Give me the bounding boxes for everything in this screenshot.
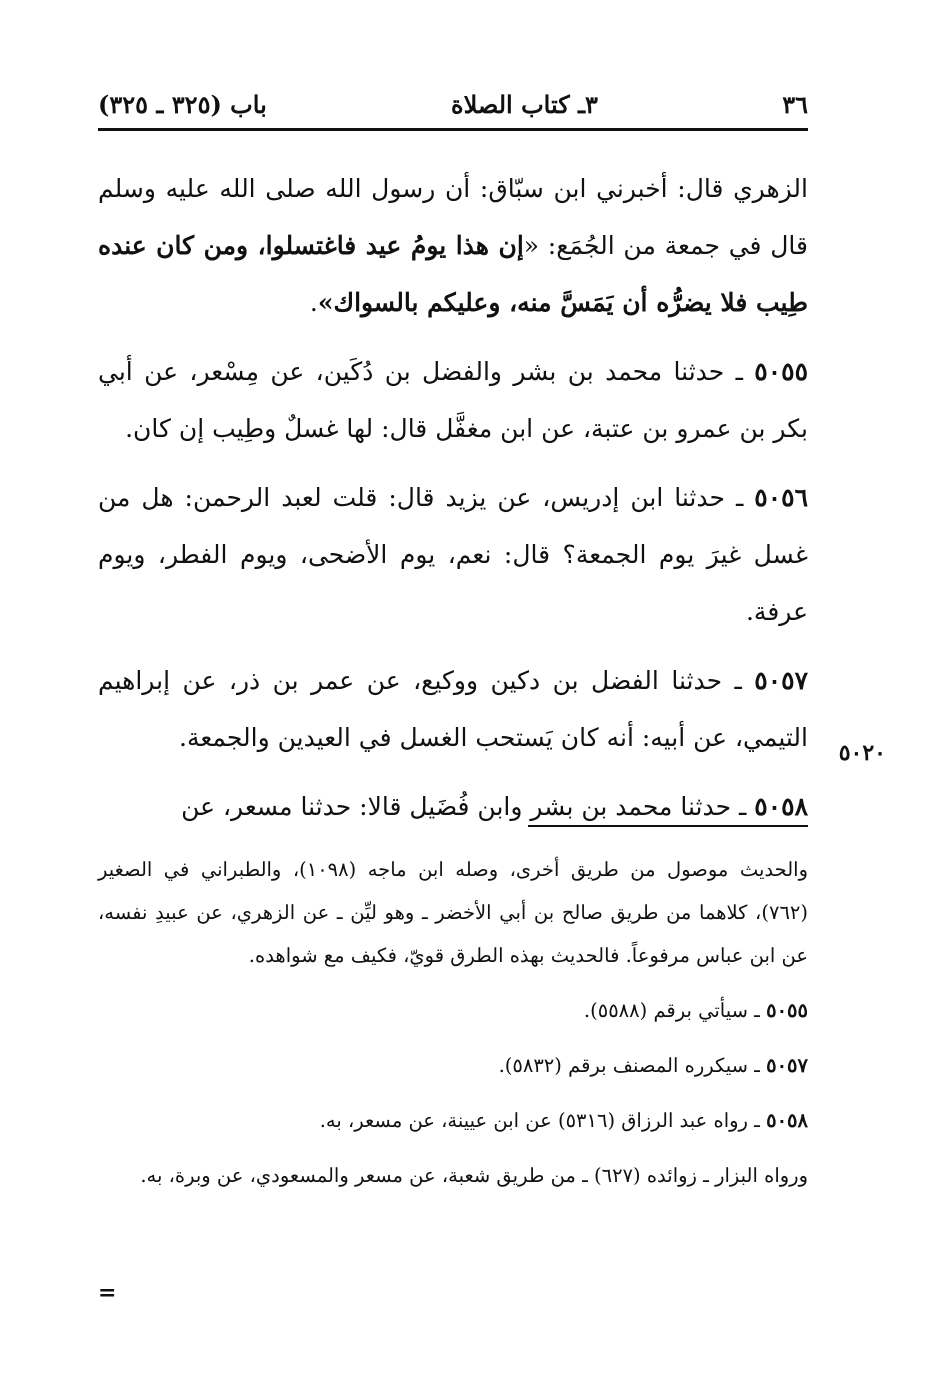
hadith-number: ٥٠٥٧ [754,666,808,695]
hadith-number: ٥٠٥٦ [754,483,808,512]
chapter-title: باب (٣٢٥ ـ ٣٢٥) [98,89,267,119]
footnote-text: والحديث موصول من طريق أخرى، وصله ابن ماجه (١٠٩٨)، والطبراني في الصغير (٧٦٢)، كلاهما من طريق صالح بن أبي الأخضر ـ وهو ليِّن ـ عن الزهري، عن عبيدِ نفسه، عن ابن عباس مرفوعاً. فالحديث بهذه الطرق قويّ، فكيف مع شواهده. [98,858,809,967]
hadith-5057 [98,652,808,766]
header-rule [98,128,808,131]
footnote-rule [528,825,808,827]
hadith-text: ـ حدثنا ابن إدريس، عن يزيد قال: قلت لعبد الرحمن: هل من غسل غيرَ يوم الجمعة؟ قال: نعم، يوم الأضحى، ويوم الفطر، ويوم عرفة. [98,483,808,626]
margin-number: ٥٠٢٠ [838,740,886,766]
footnote-number: ٥٠٥٥ [766,999,808,1022]
footnote-number: ٥٠٥٧ [766,1054,808,1077]
footnote-5058 [98,1099,808,1142]
hadith-text: ـ حدثنا الفضل بن دكين ووكيع، عن عمر بن ذر، عن إبراهيم التيمي، عن أبيه: أنه كان يَستحب الغسل في العيدين والجمعة. [98,666,808,752]
footnote-body: ـ رواه عبد الرزاق (٥٣١٦) عن ابن عيينة، عن مسعر، به. [319,1109,767,1132]
continuation-mark: = [98,1280,117,1306]
footnote-body: ـ سيكرره المصنف برقم (٥٨٣٢). [498,1054,767,1077]
footnote-number: ٥٠٥٨ [766,1109,808,1132]
footnote-5055 [98,989,808,1032]
hadith-text: ـ حدثنا محمد بن بشر وابن فُضَيل قالا: حدثنا مسعر، عن [181,792,755,821]
paragraph-continuation [98,160,808,331]
text-segment: الزهري قال: أخبرني ابن سبّاق: أن رسول الله صلى الله عليه وسلم قال في جمعة من الجُمَع: « [98,174,808,260]
running-header [98,84,808,124]
text-segment: . [309,288,318,317]
hadith-5055 [98,343,808,457]
hadith-number: ٥٠٥٨ [754,792,808,821]
hadith-quote: إن هذا يومُ عيد فاغتسلوا، ومن كان عنده طِيب فلا يضرُّه أن يَمَسَّ منه، وعليكم بالسواك» [98,231,808,317]
page-number: ٣٦ [782,89,808,119]
footnotes [98,848,808,1209]
hadith-number: ٥٠٥٥ [754,357,808,386]
book-title: ٣ـ كتاب الصلاة [451,89,598,119]
footnote-body: ـ سيأتي برقم (٥٥٨٨). [583,999,767,1022]
footnote-text: ورواه البزار ـ زوائده (٦٢٧) ـ من طريق شعبة، عن مسعر والمسعودي، عن وبرة، به. [140,1164,808,1187]
hadith-text: ـ حدثنا محمد بن بشر والفضل بن دُكَين، عن مِسْعر، عن أبي بكر بن عمرو بن عتبة، عن ابن مغفَّل قال: لها غسلٌ وطِيب إن كان. [98,357,808,443]
hadith-5056 [98,469,808,640]
footnote-5057 [98,1044,808,1087]
main-text [98,160,808,847]
